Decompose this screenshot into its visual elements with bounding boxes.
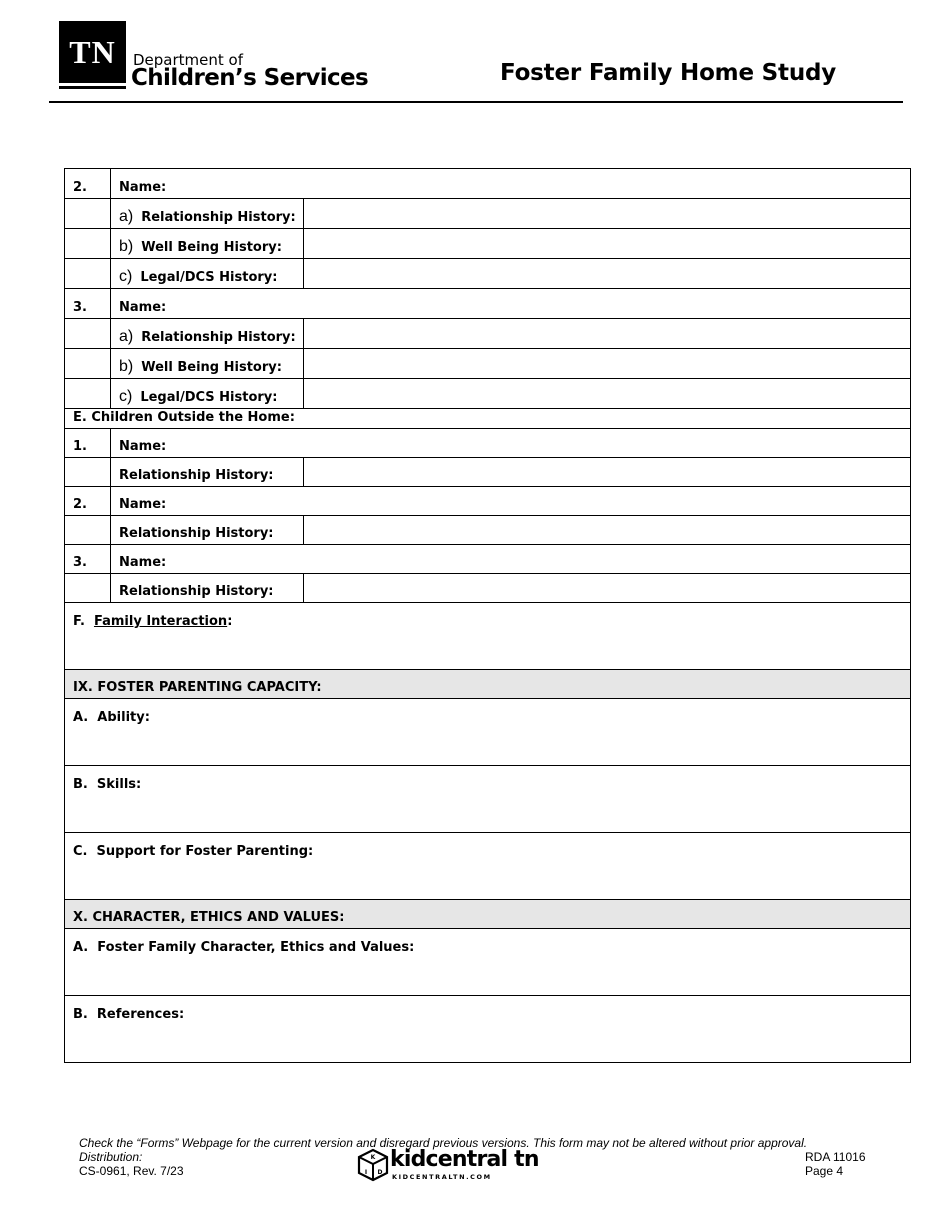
support-field[interactable]: C. Support for Foster Parenting: xyxy=(65,833,911,899)
subitem-label xyxy=(111,229,304,258)
member-name-field[interactable]: Name: xyxy=(111,289,911,318)
subitem-letter: b) xyxy=(119,358,134,375)
home-study-form-table xyxy=(64,168,911,1063)
department-label: Department of xyxy=(133,51,243,69)
relationship-history-input[interactable] xyxy=(304,319,911,348)
ability-row xyxy=(65,699,911,766)
department-name: Children’s Services xyxy=(131,65,369,91)
references-field[interactable]: B. References: xyxy=(65,996,911,1062)
section-e-title: E. Children Outside the Home: xyxy=(65,409,911,428)
subitem-text: Relationship History: xyxy=(141,210,296,225)
relationship-label: Relationship History: xyxy=(111,458,304,486)
section-f-title: Family Interaction xyxy=(93,614,228,629)
relationship-history-input[interactable] xyxy=(304,458,911,486)
blank-number-cell xyxy=(65,379,111,408)
support-row xyxy=(65,833,911,900)
logo-underline xyxy=(59,86,126,89)
subitem-letter: a) xyxy=(119,208,134,225)
relationship-history-input[interactable] xyxy=(304,199,911,228)
subitem-text: Well Being History: xyxy=(141,360,282,375)
document-title: Foster Family Home Study xyxy=(500,60,837,86)
child-number: 3. xyxy=(65,545,111,573)
skills-row xyxy=(65,766,911,833)
subitem-label xyxy=(111,349,304,378)
child-relationship-row xyxy=(65,574,911,603)
subitem-letter: c) xyxy=(119,388,133,405)
member-row xyxy=(65,289,911,319)
relationship-label: Relationship History: xyxy=(111,574,304,602)
legal-dcs-history-input[interactable] xyxy=(304,379,911,408)
child-row xyxy=(65,429,911,458)
blank-number-cell xyxy=(65,259,111,288)
member-name-field[interactable]: Name: xyxy=(111,169,911,198)
well-being-history-input[interactable] xyxy=(304,349,911,378)
blank-number-cell xyxy=(65,516,111,544)
subitem-text: Legal/DCS History: xyxy=(140,270,278,285)
footer-page-number: Page 4 xyxy=(805,1164,844,1178)
blank-number-cell xyxy=(65,574,111,602)
blank-number-cell xyxy=(65,199,111,228)
child-name-field[interactable]: Name: xyxy=(111,545,911,573)
member-subitem-row xyxy=(65,259,911,289)
subitem-label xyxy=(111,379,304,408)
footer-form-number: CS-0961, Rev. 7/23 xyxy=(79,1164,184,1178)
subitem-letter: b) xyxy=(119,238,134,255)
references-row xyxy=(65,996,911,1063)
member-number: 2. xyxy=(65,169,111,198)
section-x-header xyxy=(65,900,911,929)
footer-rda-number: RDA 11016 xyxy=(805,1150,866,1164)
subitem-label xyxy=(111,259,304,288)
child-name-field[interactable]: Name: xyxy=(111,429,911,457)
tn-logo: TN xyxy=(59,21,126,83)
child-row xyxy=(65,545,911,574)
subitem-text: Legal/DCS History: xyxy=(140,390,278,405)
child-row xyxy=(65,487,911,516)
child-relationship-row xyxy=(65,516,911,545)
header-divider xyxy=(49,101,903,103)
child-number: 1. xyxy=(65,429,111,457)
family-interaction-field[interactable] xyxy=(65,603,911,669)
subitem-label xyxy=(111,319,304,348)
relationship-label: Relationship History: xyxy=(111,516,304,544)
member-number: 3. xyxy=(65,289,111,318)
well-being-history-input[interactable] xyxy=(304,229,911,258)
member-subitem-row xyxy=(65,199,911,229)
subitem-letter: a) xyxy=(119,328,134,345)
member-subitem-row xyxy=(65,349,911,379)
character-ethics-values-field[interactable]: A. Foster Family Character, Ethics and Values: xyxy=(65,929,911,995)
section-e-header xyxy=(65,409,911,429)
member-subitem-row xyxy=(65,229,911,259)
section-f-suffix: : xyxy=(227,614,233,629)
kidcentral-url: KIDCENTRALTN.COM xyxy=(392,1173,492,1181)
svg-text:I: I xyxy=(364,1169,368,1176)
relationship-history-input[interactable] xyxy=(304,516,911,544)
relationship-history-input[interactable] xyxy=(304,574,911,602)
section-f-prefix: F. xyxy=(73,614,94,629)
subitem-text: Well Being History: xyxy=(141,240,282,255)
legal-dcs-history-input[interactable] xyxy=(304,259,911,288)
blank-number-cell xyxy=(65,229,111,258)
blank-number-cell xyxy=(65,319,111,348)
subitem-text: Relationship History: xyxy=(141,330,296,345)
section-ix-header xyxy=(65,670,911,699)
footer-distribution: Distribution: xyxy=(79,1150,143,1164)
kidcentral-cube-icon xyxy=(356,1148,390,1182)
member-subitem-row xyxy=(65,319,911,349)
svg-text:D: D xyxy=(377,1169,383,1176)
member-row xyxy=(65,169,911,199)
child-name-field[interactable]: Name: xyxy=(111,487,911,515)
child-relationship-row xyxy=(65,458,911,487)
subitem-letter: c) xyxy=(119,268,133,285)
subitem-label xyxy=(111,199,304,228)
skills-field[interactable]: B. Skills: xyxy=(65,766,911,832)
section-ix-title: IX. FOSTER PARENTING CAPACITY: xyxy=(65,670,911,698)
kidcentral-brand-name: kidcentral tn xyxy=(390,1147,539,1172)
blank-number-cell xyxy=(65,458,111,486)
svg-text:K: K xyxy=(370,1154,376,1161)
child-number: 2. xyxy=(65,487,111,515)
family-interaction-row xyxy=(65,603,911,670)
footer-note: Check the “Forms” Webpage for the current version and disregard previous versions. This form may not be altered without prior approval. xyxy=(79,1136,808,1150)
character-row xyxy=(65,929,911,996)
blank-number-cell xyxy=(65,349,111,378)
section-x-title: X. CHARACTER, ETHICS AND VALUES: xyxy=(65,900,911,928)
ability-field[interactable]: A. Ability: xyxy=(65,699,911,765)
member-subitem-row xyxy=(65,379,911,409)
